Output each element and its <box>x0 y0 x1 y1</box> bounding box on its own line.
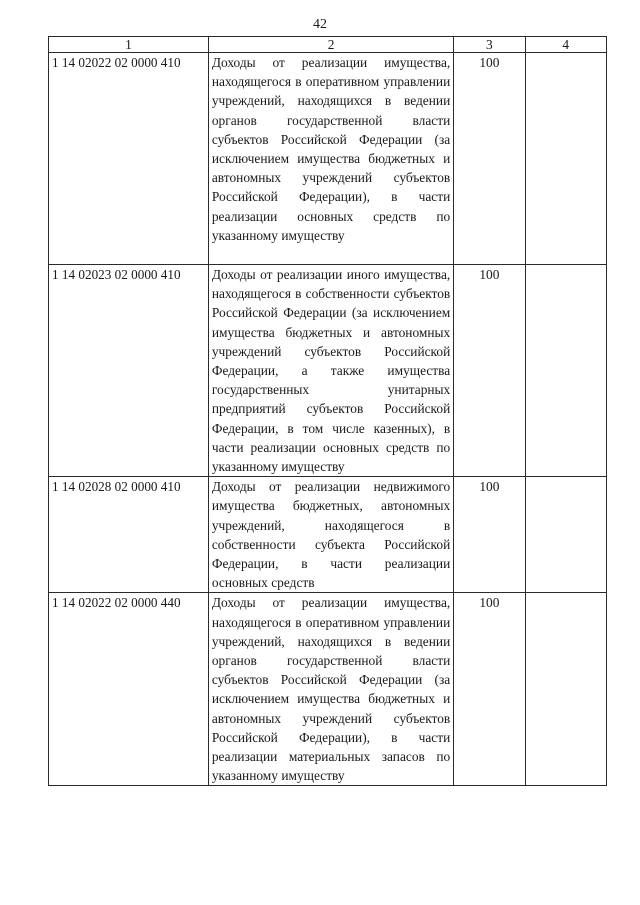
table-row <box>49 53 607 265</box>
value-cell-4 <box>525 477 606 593</box>
revenue-name-cell: Доходы от реализации недвижимого имущества бюджетных, автономных учреждений, находящегося в собственности субъекта Российской Федерации, в части реализации основных средств <box>208 477 453 593</box>
revenue-code-cell: 1 14 02023 02 0000 410 <box>49 265 209 477</box>
revenue-name-cell: Доходы от реализации имущества, находящегося в оперативном управлении учреждений, находящихся в ведении органов государственной власти субъектов Российской Федерации (за исключением имущества бюджетных и автономных учреждений субъектов Российской Федерации), в части реализации основных средств по указанному имуществу <box>208 53 453 265</box>
value-cell-4 <box>525 265 606 477</box>
table-row <box>49 265 607 477</box>
value-cell-4 <box>525 593 606 786</box>
column-header-4: 4 <box>525 37 606 53</box>
column-header-3: 3 <box>454 37 525 53</box>
value-cell-3: 100 <box>454 53 525 265</box>
table-header-row <box>49 37 607 53</box>
revenue-name-cell: Доходы от реализации иного имущества, находящегося в собственности субъектов Российской Федерации (за исключением имущества бюджетных и автономных учреждений субъектов Российской Федерации, а также имущества государственных унитарных предприятий субъектов Российской Федерации, в том числе казенных), в части реализации основных средств по указанному имуществу <box>208 265 453 477</box>
value-cell-3: 100 <box>454 477 525 593</box>
column-header-2: 2 <box>208 37 453 53</box>
revenue-name-cell: Доходы от реализации имущества, находящегося в оперативном управлении учреждений, находящихся в ведении органов государственной власти субъектов Российской Федерации (за исключением имущества бюджетных и автономных учреждений субъектов Российской Федерации), в части реализации материальных запасов по указанному имуществу <box>208 593 453 786</box>
revenue-code-cell: 1 14 02028 02 0000 410 <box>49 477 209 593</box>
revenue-code-cell: 1 14 02022 02 0000 410 <box>49 53 209 265</box>
table-row <box>49 593 607 786</box>
table-row <box>49 477 607 593</box>
value-cell-3: 100 <box>454 593 525 786</box>
revenue-code-cell: 1 14 02022 02 0000 440 <box>49 593 209 786</box>
column-header-1: 1 <box>49 37 209 53</box>
page-number: 42 <box>313 17 327 32</box>
value-cell-3: 100 <box>454 265 525 477</box>
value-cell-4 <box>525 53 606 265</box>
revenue-table <box>48 36 607 786</box>
